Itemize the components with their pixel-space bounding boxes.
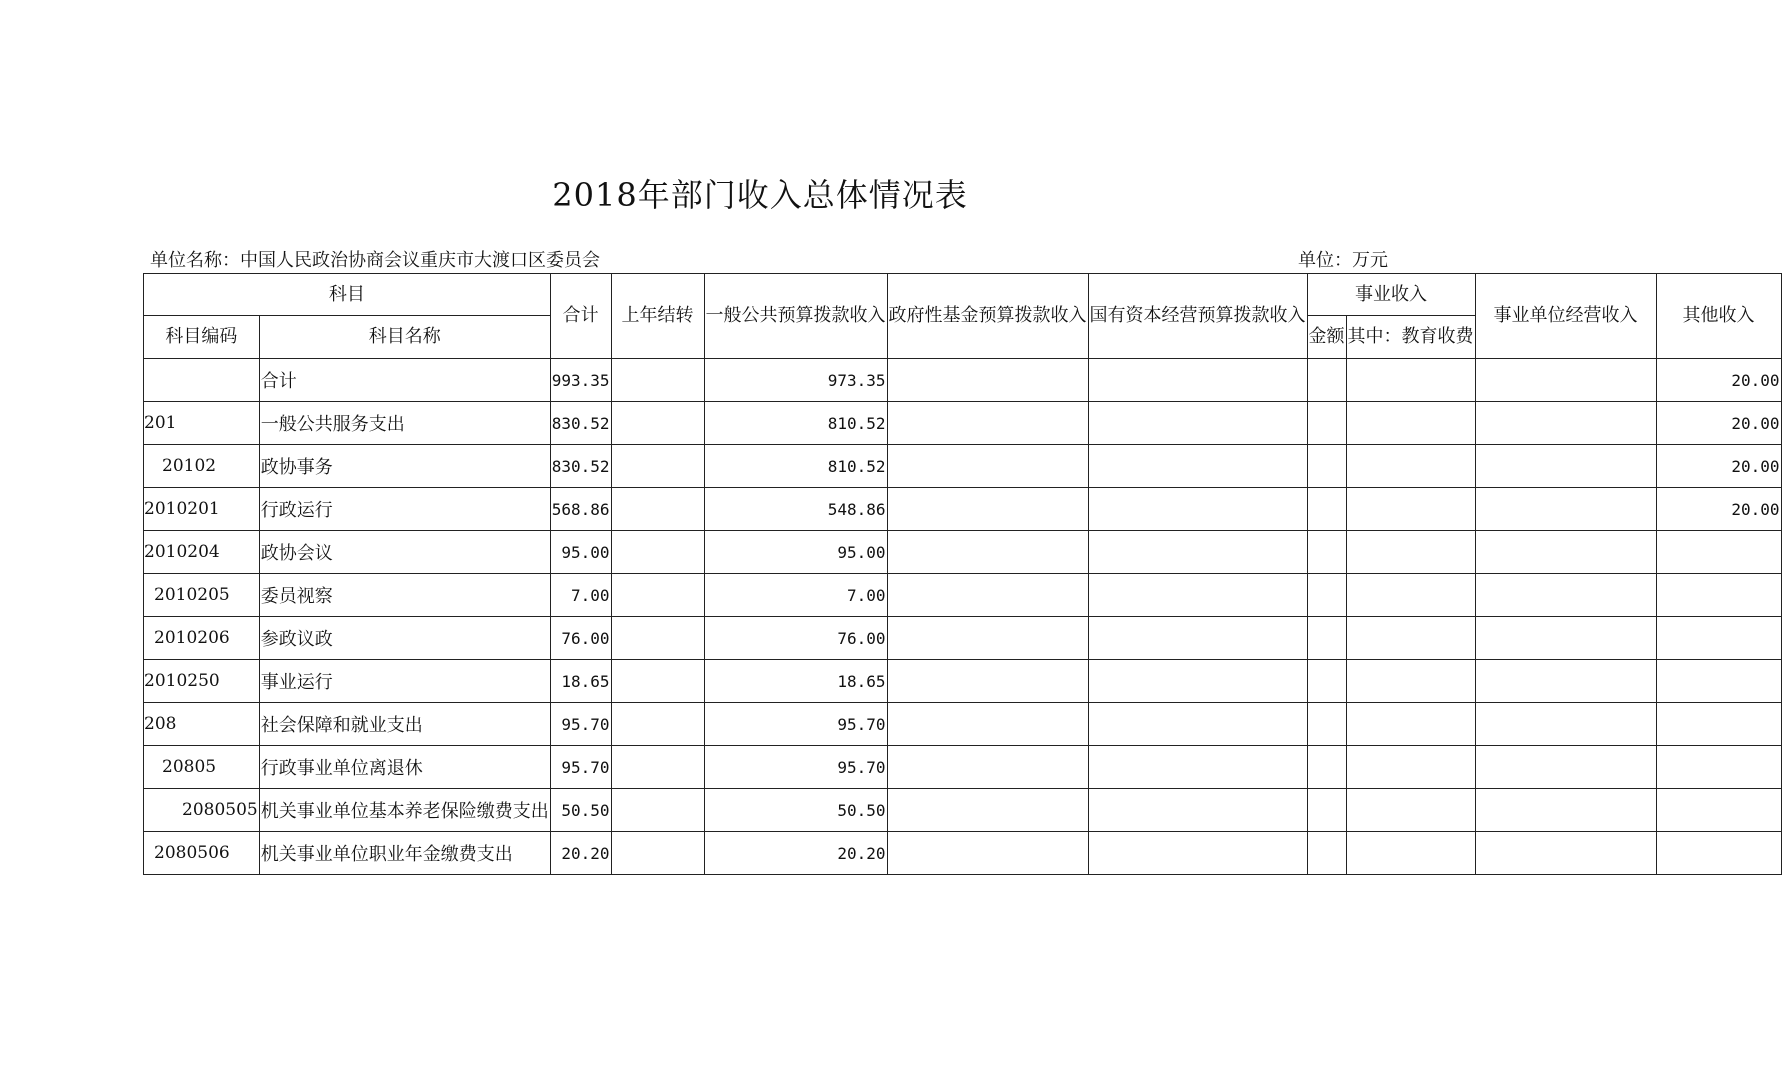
cell-amount: [1307, 574, 1346, 617]
cell-education-fee: [1346, 660, 1475, 703]
cell-amount: [1307, 445, 1346, 488]
cell-education-fee: [1346, 703, 1475, 746]
cell-total: 7.00: [550, 574, 611, 617]
page-title: 2018年部门收入总体情况表: [552, 176, 968, 214]
cell-general-budget: 95.00: [704, 531, 887, 574]
cell-prev-year-carry: [611, 574, 704, 617]
cell-name: 合计: [259, 359, 550, 402]
header-other-income: 其他收入: [1656, 274, 1781, 359]
table-row: [144, 488, 1782, 531]
cell-prev-year-carry: [611, 832, 704, 875]
cell-prev-year-carry: [611, 445, 704, 488]
cell-name: 委员视察: [259, 574, 550, 617]
cell-state-capital: [1088, 832, 1307, 875]
header-general-budget: 一般公共预算拨款收入: [704, 274, 887, 359]
cell-code: 20102: [144, 445, 260, 488]
table-row: [144, 789, 1782, 832]
header-subject-code: 科目编码: [144, 316, 260, 359]
header-business-income: 事业收入: [1307, 274, 1475, 316]
cell-state-capital: [1088, 574, 1307, 617]
cell-code: 208: [144, 703, 260, 746]
cell-other-income: [1656, 574, 1781, 617]
cell-total: 20.20: [550, 832, 611, 875]
cell-other-income: [1656, 617, 1781, 660]
cell-general-budget: 20.20: [704, 832, 887, 875]
cell-unit-business-income: [1475, 660, 1656, 703]
cell-name: 机关事业单位职业年金缴费支出: [259, 832, 550, 875]
cell-gov-fund: [887, 574, 1088, 617]
cell-name: 社会保障和就业支出: [259, 703, 550, 746]
cell-other-income: 20.00: [1656, 359, 1781, 402]
cell-gov-fund: [887, 359, 1088, 402]
header-total: 合计: [550, 274, 611, 359]
table-row: [144, 832, 1782, 875]
header-amount: 金额: [1307, 316, 1346, 359]
cell-education-fee: [1346, 445, 1475, 488]
cell-total: 95.00: [550, 531, 611, 574]
cell-total: 76.00: [550, 617, 611, 660]
cell-state-capital: [1088, 789, 1307, 832]
cell-education-fee: [1346, 488, 1475, 531]
table-row: [144, 703, 1782, 746]
header-unit-business-income: 事业单位经营收入: [1475, 274, 1656, 359]
cell-education-fee: [1346, 574, 1475, 617]
table-body: [144, 359, 1782, 875]
cell-name: 行政运行: [259, 488, 550, 531]
cell-other-income: [1656, 832, 1781, 875]
cell-education-fee: [1346, 746, 1475, 789]
cell-general-budget: 50.50: [704, 789, 887, 832]
cell-general-budget: 76.00: [704, 617, 887, 660]
header-subject-name: 科目名称: [259, 316, 550, 359]
cell-total: 50.50: [550, 789, 611, 832]
table-row: [144, 402, 1782, 445]
cell-gov-fund: [887, 703, 1088, 746]
currency-unit-label: 单位：万元: [1298, 250, 1388, 271]
cell-other-income: [1656, 746, 1781, 789]
cell-name: 机关事业单位基本养老保险缴费支出: [259, 789, 550, 832]
cell-prev-year-carry: [611, 617, 704, 660]
cell-name: 一般公共服务支出: [259, 402, 550, 445]
cell-other-income: [1656, 789, 1781, 832]
cell-total: 18.65: [550, 660, 611, 703]
header-prev-year-carry: 上年结转: [611, 274, 704, 359]
cell-general-budget: 810.52: [704, 402, 887, 445]
cell-code: [144, 359, 260, 402]
unit-name-label: 单位名称：中国人民政治协商会议重庆市大渡口区委员会: [150, 250, 600, 271]
cell-general-budget: 95.70: [704, 746, 887, 789]
cell-other-income: [1656, 703, 1781, 746]
cell-code: 2010205: [144, 574, 260, 617]
cell-gov-fund: [887, 660, 1088, 703]
table-row: [144, 746, 1782, 789]
cell-total: 95.70: [550, 703, 611, 746]
table-row: [144, 574, 1782, 617]
cell-unit-business-income: [1475, 488, 1656, 531]
cell-code: 2010206: [144, 617, 260, 660]
cell-total: 830.52: [550, 402, 611, 445]
cell-other-income: 20.00: [1656, 402, 1781, 445]
cell-code: 2080505: [144, 789, 260, 832]
cell-education-fee: [1346, 617, 1475, 660]
cell-name: 参政议政: [259, 617, 550, 660]
cell-amount: [1307, 402, 1346, 445]
cell-code: 2010250: [144, 660, 260, 703]
header-subject: 科目: [144, 274, 551, 316]
table-row: [144, 531, 1782, 574]
cell-education-fee: [1346, 402, 1475, 445]
table-row: [144, 445, 1782, 488]
cell-prev-year-carry: [611, 488, 704, 531]
cell-total: 993.35: [550, 359, 611, 402]
cell-state-capital: [1088, 660, 1307, 703]
cell-total: 95.70: [550, 746, 611, 789]
cell-other-income: 20.00: [1656, 445, 1781, 488]
cell-general-budget: 7.00: [704, 574, 887, 617]
cell-general-budget: 18.65: [704, 660, 887, 703]
cell-general-budget: 810.52: [704, 445, 887, 488]
cell-state-capital: [1088, 746, 1307, 789]
cell-unit-business-income: [1475, 531, 1656, 574]
cell-amount: [1307, 488, 1346, 531]
income-table: [143, 273, 1782, 875]
table-row: [144, 660, 1782, 703]
cell-name: 政协会议: [259, 531, 550, 574]
cell-name: 政协事务: [259, 445, 550, 488]
cell-unit-business-income: [1475, 746, 1656, 789]
cell-amount: [1307, 531, 1346, 574]
cell-state-capital: [1088, 617, 1307, 660]
cell-prev-year-carry: [611, 746, 704, 789]
cell-state-capital: [1088, 488, 1307, 531]
cell-gov-fund: [887, 789, 1088, 832]
cell-unit-business-income: [1475, 832, 1656, 875]
cell-general-budget: 973.35: [704, 359, 887, 402]
cell-name: 事业运行: [259, 660, 550, 703]
cell-gov-fund: [887, 445, 1088, 488]
cell-unit-business-income: [1475, 402, 1656, 445]
cell-state-capital: [1088, 402, 1307, 445]
cell-state-capital: [1088, 359, 1307, 402]
header-gov-fund: 政府性基金预算拨款收入: [887, 274, 1088, 359]
cell-gov-fund: [887, 488, 1088, 531]
cell-amount: [1307, 703, 1346, 746]
cell-code: 20805: [144, 746, 260, 789]
cell-code: 201: [144, 402, 260, 445]
header-state-capital: 国有资本经营预算拨款收入: [1088, 274, 1307, 359]
cell-amount: [1307, 746, 1346, 789]
cell-education-fee: [1346, 531, 1475, 574]
cell-unit-business-income: [1475, 703, 1656, 746]
cell-other-income: 20.00: [1656, 488, 1781, 531]
cell-other-income: [1656, 531, 1781, 574]
cell-unit-business-income: [1475, 617, 1656, 660]
cell-total: 568.86: [550, 488, 611, 531]
cell-code: 2010201: [144, 488, 260, 531]
cell-prev-year-carry: [611, 789, 704, 832]
cell-prev-year-carry: [611, 531, 704, 574]
cell-amount: [1307, 660, 1346, 703]
cell-unit-business-income: [1475, 789, 1656, 832]
cell-unit-business-income: [1475, 445, 1656, 488]
cell-gov-fund: [887, 832, 1088, 875]
cell-other-income: [1656, 660, 1781, 703]
cell-amount: [1307, 832, 1346, 875]
cell-state-capital: [1088, 445, 1307, 488]
cell-general-budget: 548.86: [704, 488, 887, 531]
cell-total: 830.52: [550, 445, 611, 488]
cell-name: 行政事业单位离退休: [259, 746, 550, 789]
cell-amount: [1307, 359, 1346, 402]
cell-education-fee: [1346, 789, 1475, 832]
cell-state-capital: [1088, 531, 1307, 574]
cell-prev-year-carry: [611, 660, 704, 703]
cell-code: 2080506: [144, 832, 260, 875]
cell-unit-business-income: [1475, 359, 1656, 402]
table-row: [144, 359, 1782, 402]
header-education-fee: 其中：教育收费: [1346, 316, 1475, 359]
cell-unit-business-income: [1475, 574, 1656, 617]
cell-education-fee: [1346, 359, 1475, 402]
cell-state-capital: [1088, 703, 1307, 746]
cell-education-fee: [1346, 832, 1475, 875]
cell-gov-fund: [887, 617, 1088, 660]
cell-prev-year-carry: [611, 402, 704, 445]
cell-prev-year-carry: [611, 703, 704, 746]
cell-general-budget: 95.70: [704, 703, 887, 746]
table-row: [144, 617, 1782, 660]
cell-amount: [1307, 789, 1346, 832]
cell-gov-fund: [887, 531, 1088, 574]
cell-prev-year-carry: [611, 359, 704, 402]
cell-gov-fund: [887, 746, 1088, 789]
cell-amount: [1307, 617, 1346, 660]
cell-gov-fund: [887, 402, 1088, 445]
cell-code: 2010204: [144, 531, 260, 574]
